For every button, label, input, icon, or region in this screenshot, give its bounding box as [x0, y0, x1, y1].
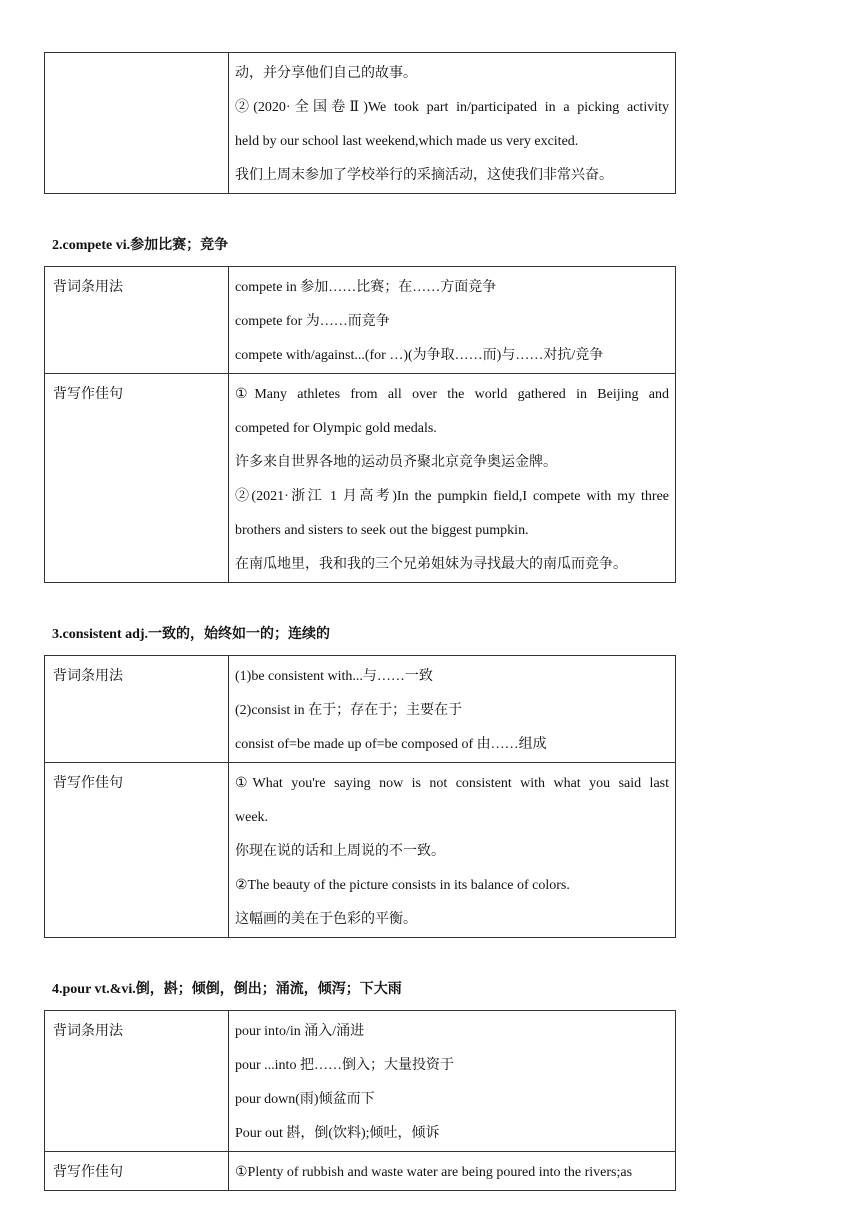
usage-label: 背词条用法	[45, 267, 229, 374]
text-line: 我们上周末参加了学校举行的采摘活动，这使我们非常兴奋。	[235, 168, 613, 183]
vocab-table-compete	[44, 266, 676, 583]
text-line: ②(2021·浙江 1 月高考)In the pumpkin field,I compete with my three	[235, 489, 669, 504]
usage-cell	[229, 267, 676, 374]
text-line: Pour out 斟，倒(饮料);倾吐，倾诉	[235, 1126, 440, 1141]
text-line: pour ...into 把……倒入；大量投资于	[235, 1058, 454, 1073]
table-row	[45, 1152, 676, 1191]
empty-label-cell	[45, 53, 229, 194]
vocab-table-consistent	[44, 655, 676, 938]
usage-cell	[229, 656, 676, 763]
example-cell	[229, 763, 676, 938]
section-heading: 2.compete vi.参加比赛；竞争	[52, 238, 229, 253]
table-row	[45, 374, 676, 583]
table-row	[45, 267, 676, 374]
content-cell	[229, 53, 676, 194]
text-line: compete with/against...(for …)(为争取……而)与……对抗/竞争	[235, 348, 604, 363]
text-line: compete in 参加……比赛；在……方面竞争	[235, 280, 497, 295]
text-line: pour down(雨)倾盆而下	[235, 1092, 375, 1107]
text-line: 你现在说的话和上周说的不一致。	[235, 844, 445, 859]
text-line: week.	[235, 810, 269, 825]
example-cell	[229, 1152, 676, 1191]
table-row	[45, 1011, 676, 1152]
text-line: consist of=be made up of=be composed of 由……组成	[235, 737, 547, 752]
intro-table	[44, 52, 676, 194]
text-line: compete for 为……而竞争	[235, 314, 390, 329]
vocab-table-pour	[44, 1010, 676, 1191]
text-line: held by our school last weekend,which made us very excited.	[235, 134, 579, 149]
text-line: brothers and sisters to seek out the biggest pumpkin.	[235, 523, 529, 538]
usage-label: 背词条用法	[45, 656, 229, 763]
text-line: ②(2020·全国卷Ⅱ)We took part in/participated in a picking activity	[235, 100, 669, 115]
text-line: ①Plenty of rubbish and waste water are being poured into the rivers;as	[235, 1165, 633, 1180]
example-cell	[229, 374, 676, 583]
example-label: 背写作佳句	[45, 1152, 229, 1191]
table-row	[45, 763, 676, 938]
text-line: 在南瓜地里，我和我的三个兄弟姐妹为寻找最大的南瓜而竞争。	[235, 557, 627, 572]
usage-label: 背词条用法	[45, 1011, 229, 1152]
text-line: ①Many athletes from all over the world gathered in Beijing and	[235, 387, 669, 402]
section-heading: 3.consistent adj.一致的，始终如一的；连续的	[52, 627, 331, 642]
page	[44, 52, 676, 1191]
table-row	[45, 53, 676, 194]
text-line: pour into/in 涌入/涌进	[235, 1024, 365, 1039]
example-label: 背写作佳句	[45, 763, 229, 938]
text-line: (2)consist in 在于；存在于；主要在于	[235, 703, 463, 718]
text-line: 动，并分享他们自己的故事。	[235, 66, 417, 81]
text-line: competed for Olympic gold medals.	[235, 421, 437, 436]
text-line: 许多来自世界各地的运动员齐聚北京竞争奥运金牌。	[235, 455, 557, 470]
text-line: ②The beauty of the picture consists in its balance of colors.	[235, 878, 570, 893]
example-label: 背写作佳句	[45, 374, 229, 583]
section-heading: 4.pour vt.&vi.倒，斟；倾倒，倒出；涌流，倾泻；下大雨	[52, 982, 402, 997]
text-line: 这幅画的美在于色彩的平衡。	[235, 912, 417, 927]
table-row	[45, 656, 676, 763]
usage-cell	[229, 1011, 676, 1152]
text-line: ①What you're saying now is not consistent with what you said last	[235, 776, 669, 791]
text-line: (1)be consistent with...与……一致	[235, 669, 433, 684]
